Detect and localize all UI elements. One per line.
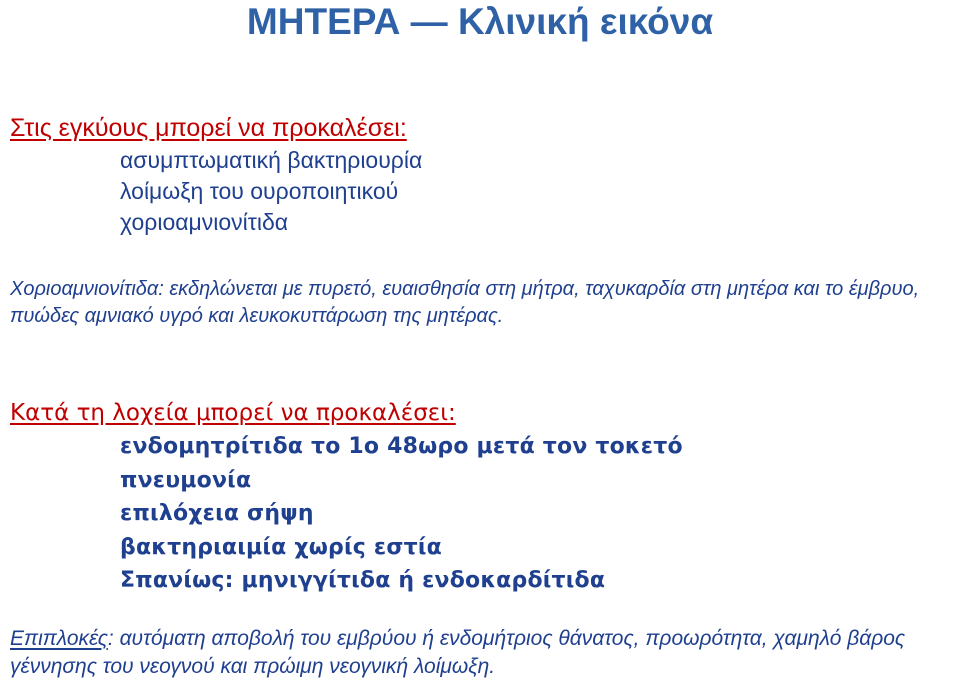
postpartum-section [10,397,950,598]
complications-text: : αυτόματη αποβολή του εμβρύου ή ενδομήτριος θάνατος, προωρότητα, χαμηλό βάρος γέννησης του νεογνού και πρώιμη νεογνική λοίμωξη. [10,627,906,678]
complications-note [10,625,950,681]
chorioamnionitis-note: Χοριοαμνιονίτιδα: εκδηλώνεται με πυρετό, ευαισθησία στη μήτρα, ταχυκαρδία στη μητέρα και το έμβρυο, πυώδες αμνιακό υγρό και λευκοκυττάρωση της μητέρας. [10,278,920,327]
list-item: επιλόχεια σήψη [120,501,314,526]
complications-label: Επιπλοκές [10,627,108,650]
list-item: ασυμπτωματική βακτηριουρία [120,147,423,173]
pregnancy-list [10,145,950,238]
postpartum-heading: Κατά τη λοχεία μπορεί να προκαλέσει: [10,400,456,426]
pregnancy-section [10,111,950,238]
list-item: χοριοαμνιονίτιδα [120,209,289,235]
list-item: πνευμονία [120,467,252,493]
list-item: ενδομητρίτιδα το 1ο 48ωρο μετά τον τοκετό [120,434,683,459]
list-item: βακτηριαιμία χωρίς εστία [120,534,442,560]
list-item: Σπανίως: μηνιγγίτιδα ή ενδοκαρδίτιδα [120,568,606,593]
page-title: ΜΗΤΕΡΑ — Κλινική εικόνα [246,1,714,42]
list-item: λοίμωξη του ουροποιητικού [120,178,399,204]
postpartum-list [10,430,950,598]
pregnancy-heading: Στις εγκύους μπορεί να προκαλέσει: [10,114,407,142]
